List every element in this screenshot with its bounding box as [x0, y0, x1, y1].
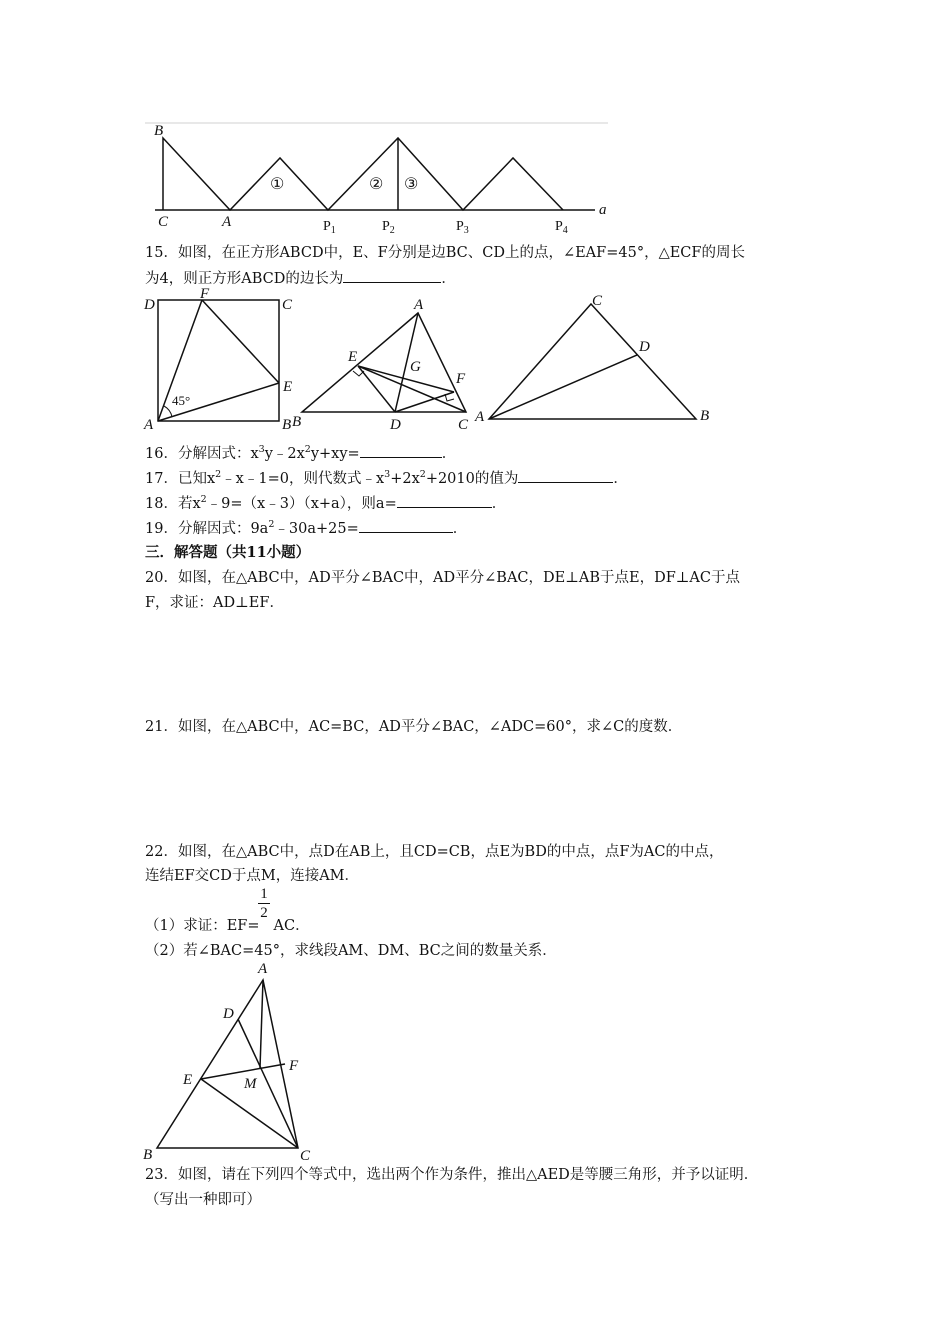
- q22-part1: （1）求证：EF= AC．: [145, 918, 310, 934]
- section-heading: 三．解答题（共11小题）: [145, 544, 311, 561]
- q20-line2: F，求证：AD⊥EF．: [145, 595, 284, 611]
- label-D: D: [639, 339, 650, 355]
- label-B: B: [154, 123, 164, 139]
- angle-label: 45°: [172, 393, 191, 408]
- q18: 18．若$x^2﹣9=(x﹣3)(x+a)$，则a= ．: [145, 494, 507, 512]
- figure-square-abcd: [140, 288, 300, 436]
- answer-blank[interactable]: [343, 268, 441, 283]
- q20-line1: 20．如图，在△ABC中，AD平分∠BAC中，AD平分∠BAC，DE⊥AB于点E，DF⊥AC于点: [145, 570, 740, 586]
- figure-triangle-acd: [472, 290, 722, 430]
- circle-3: ③: [404, 176, 419, 193]
- q17: 17．已知$x^2﹣x﹣1=0$，则代数式$﹣x^3+2x^2+2010$的值为 ．: [145, 469, 628, 487]
- figure-triangle-q22: [140, 958, 320, 1168]
- label-B: B: [700, 408, 710, 424]
- label-F: F: [289, 1058, 299, 1074]
- label-B: B: [292, 414, 302, 430]
- label-C: C: [592, 293, 603, 309]
- q19: 19．分解因式：$9a^2﹣30a+25=$ ．: [145, 519, 468, 537]
- label-P2: $P_2$: [382, 219, 395, 236]
- label-C: C: [158, 214, 169, 230]
- q15-line2: 为4，则正方形ABCD的边长为 ．: [145, 268, 456, 289]
- circle-2: ②: [369, 176, 384, 193]
- q16: 16．分解因式：$x^3y﹣2x^2y+xy=$ ．: [145, 444, 457, 462]
- q23-line2: （写出一种即可）: [145, 1192, 261, 1208]
- label-P4: $P_4$: [555, 219, 568, 236]
- label-E: E: [348, 349, 358, 365]
- label-D: D: [144, 297, 155, 313]
- label-C: C: [458, 417, 469, 433]
- answer-blank[interactable]: [397, 493, 492, 508]
- figure-zigzag-triangles: [140, 118, 620, 236]
- label-M: M: [244, 1076, 257, 1092]
- label-a: a: [599, 202, 607, 218]
- q22-line1: 22．如图，在△ABC中，点D在AB上，且CD=CB，点E为BD的中点，点F为AC的中点，: [145, 844, 724, 860]
- label-A: A: [414, 297, 424, 313]
- q21: 21．如图，在△ABC中，AC=BC，AD平分∠BAC，∠ADC=60°，求∠C的度数．: [145, 719, 683, 735]
- label-C: C: [300, 1148, 311, 1164]
- label-B: B: [143, 1147, 153, 1163]
- label-F: F: [456, 371, 466, 387]
- q22-line2: 连结EF交CD于点M，连接AM．: [145, 868, 360, 884]
- q15-line1: 15．如图，在正方形ABCD中，E、F分别是边BC、CD上的点，∠EAF=45°，△ECF的周长: [145, 245, 745, 261]
- label-P3: $P_3$: [456, 219, 469, 236]
- q22-part2: （2）若∠BAC=45°，求线段AM、DM、BC之间的数量关系．: [145, 943, 557, 959]
- label-F: F: [200, 286, 210, 302]
- label-P1: $P_1$: [323, 219, 336, 236]
- label-A: A: [144, 417, 154, 433]
- answer-blank[interactable]: [518, 468, 613, 483]
- circle-1: ①: [270, 176, 285, 193]
- label-D: D: [223, 1006, 234, 1022]
- label-C: C: [282, 297, 293, 313]
- label-A: A: [222, 214, 232, 230]
- label-A: A: [475, 409, 485, 425]
- label-A: A: [258, 961, 268, 977]
- fraction-one-half: 1 2: [258, 886, 270, 921]
- answer-blank[interactable]: [359, 518, 453, 533]
- answer-blank[interactable]: [360, 443, 442, 458]
- q23-line1: 23．如图，请在下列四个等式中，选出两个作为条件，推出△AED是等腰三角形，并予以证明．: [145, 1167, 759, 1183]
- figure-triangle-egf: [290, 295, 480, 435]
- label-B: B: [282, 417, 292, 433]
- label-E: E: [283, 379, 293, 395]
- label-E: E: [183, 1072, 193, 1088]
- label-D: D: [390, 417, 401, 433]
- label-G: G: [410, 359, 421, 375]
